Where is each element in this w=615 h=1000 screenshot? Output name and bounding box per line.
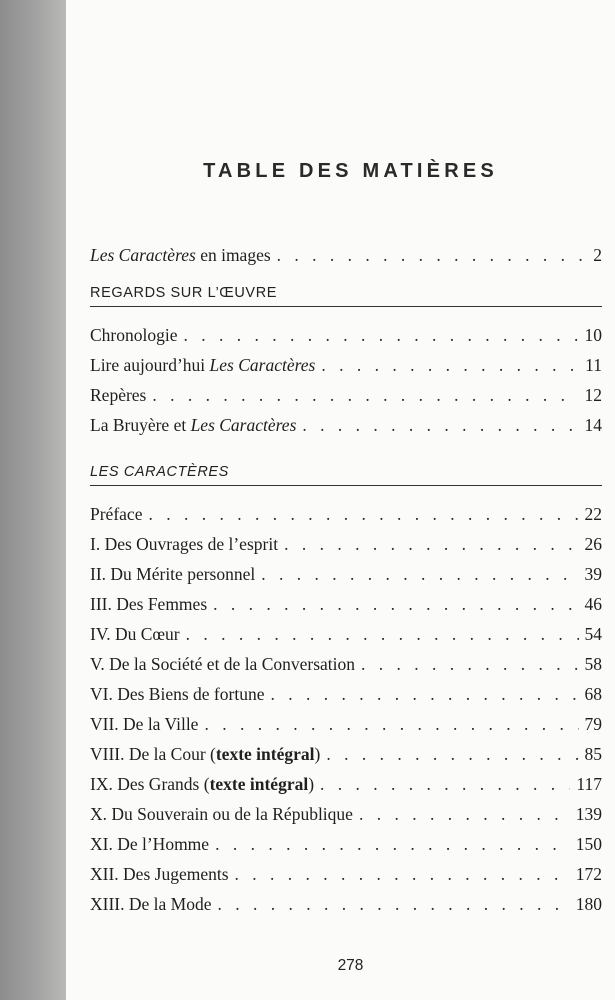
toc-page-number: 12 <box>584 385 602 405</box>
toc-page-number: 117 <box>576 774 602 794</box>
toc-page-number: 150 <box>575 834 602 854</box>
toc-entry[interactable]: Lire aujourd’hui Les Caractères . . . 11 <box>90 352 602 378</box>
toc-page-number: 26 <box>584 534 602 554</box>
leader-dots <box>326 741 578 767</box>
toc-page-number: 54 <box>584 624 602 644</box>
page-title: TABLE DES MATIÈRES <box>203 160 498 182</box>
leader-dots <box>213 591 578 617</box>
leader-dots <box>152 382 578 408</box>
toc-entry[interactable]: XI. De l’Homme . . . 150 <box>90 831 602 857</box>
toc-entry[interactable]: VI. Des Biens de fortune . . . 68 <box>90 681 602 707</box>
section-heading-caracteres: LES CARACTÈRES <box>90 464 602 486</box>
toc-page-number: 2 <box>593 245 602 265</box>
toc-page-number: 85 <box>584 744 602 764</box>
leader-dots <box>184 322 579 348</box>
leader-dots <box>217 891 569 917</box>
leader-dots <box>270 681 578 707</box>
page-gutter-shadow <box>0 0 66 1000</box>
toc-entry[interactable]: XIII. De la Mode . . . 180 <box>90 891 602 917</box>
toc-page-number: 79 <box>584 714 602 734</box>
toc-page-number: 58 <box>584 654 602 674</box>
toc-entry-intro[interactable] <box>90 242 602 268</box>
leader-dots <box>235 861 570 887</box>
leader-dots <box>215 831 570 857</box>
leader-dots <box>320 771 570 797</box>
toc-entry[interactable]: VIII. De la Cour (texte intégral) . . . 85 <box>90 741 602 767</box>
leader-dots <box>148 501 578 527</box>
leader-dots <box>261 561 578 587</box>
toc-entry[interactable]: I. Des Ouvrages de l’esprit . . . 26 <box>90 531 602 557</box>
leader-dots <box>321 352 579 378</box>
toc-entry[interactable]: V. De la Société et de la Conversation . . . 58 <box>90 651 602 677</box>
toc-entry[interactable]: Préface . . . 22 <box>90 501 602 527</box>
toc-page-number: 22 <box>584 504 602 524</box>
toc-entry[interactable]: X. Du Souverain ou de la République . . . 139 <box>90 801 602 827</box>
toc-page-number: 46 <box>584 594 602 614</box>
toc-page-number: 180 <box>575 894 602 914</box>
toc-page-number: 11 <box>585 355 602 375</box>
toc-entry[interactable]: IV. Du Cœur . . . 54 <box>90 621 602 647</box>
toc-entry[interactable]: VII. De la Ville . . . 79 <box>90 711 602 737</box>
toc-entry[interactable]: Repères . . . 12 <box>90 382 602 408</box>
toc-entry[interactable]: IX. Des Grands (texte intégral) . . . 117 <box>90 771 602 797</box>
page-folio-number: 278 <box>337 957 364 974</box>
toc-entry[interactable]: Chronologie . . . 10 <box>90 322 602 348</box>
toc-entry[interactable]: II. Du Mérite personnel . . . 39 <box>90 561 602 587</box>
toc-entry[interactable]: La Bruyère et Les Caractères . . . 14 <box>90 412 602 438</box>
book-page <box>66 0 615 1000</box>
leader-dots <box>204 711 578 737</box>
toc-page-number: 39 <box>584 564 602 584</box>
leader-dots <box>361 651 578 677</box>
leader-dots <box>302 412 578 438</box>
toc-page-number: 139 <box>575 804 602 824</box>
leader-dots <box>284 531 578 557</box>
toc-page-number: 10 <box>584 325 602 345</box>
leader-dots <box>359 801 570 827</box>
toc-page-number: 68 <box>584 684 602 704</box>
toc-entry[interactable]: XII. Des Jugements . . . 172 <box>90 861 602 887</box>
toc-page-number: 14 <box>584 415 602 435</box>
leader-dots <box>186 621 579 647</box>
leader-dots <box>277 242 588 268</box>
section-heading-regards: REGARDS SUR L’ŒUVRE <box>90 285 602 307</box>
toc-entry[interactable]: III. Des Femmes . . . 46 <box>90 591 602 617</box>
toc-page-number: 172 <box>575 864 602 884</box>
toc-entry-label: Les Caractères en images <box>90 245 271 265</box>
